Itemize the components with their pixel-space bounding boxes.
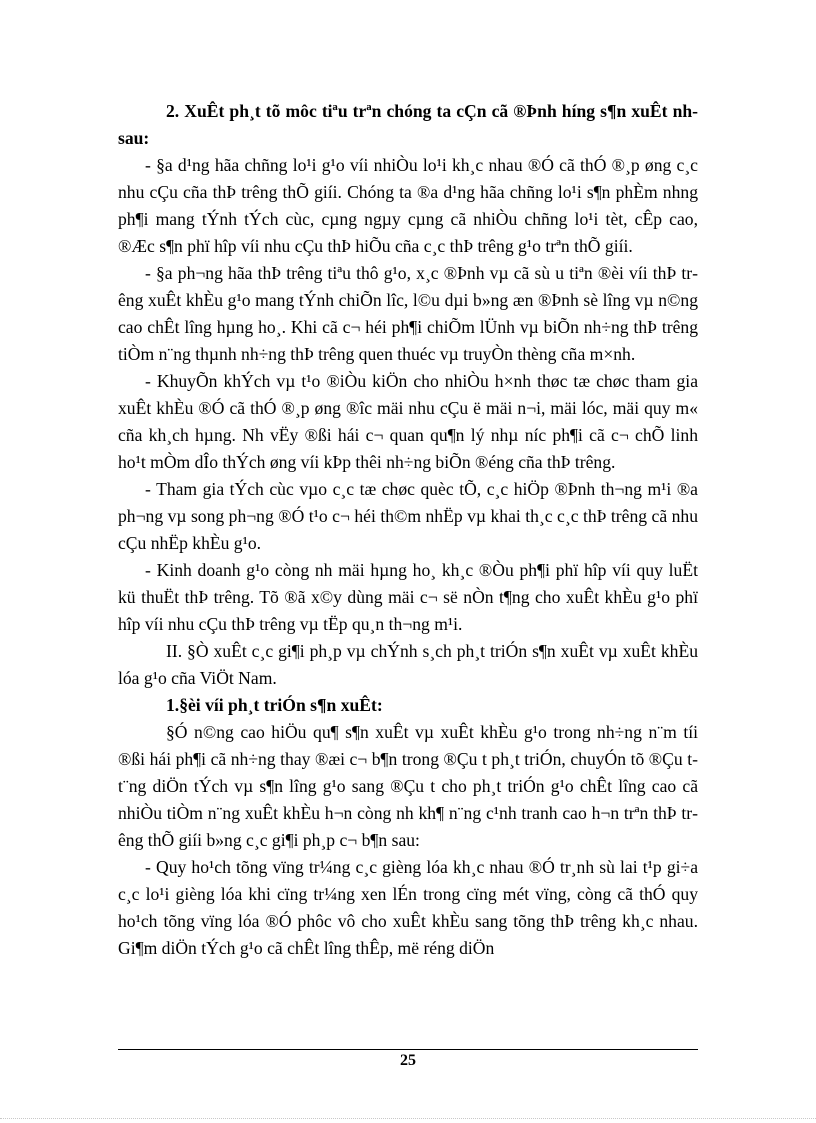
section-title: II. §Ò xuÊt c¸c gi¶i ph¸p vµ chÝnh s¸ch ph¸t triÓn s¶n xuÊt vµ xuÊt khÈu lóa g¹o cña ViÖt Nam. xyxy=(118,641,698,688)
page-number: 25 xyxy=(400,1052,416,1069)
paragraph: - §a ph¬ng hãa thÞ trêng tiªu thô g¹o, x¸c ®Þnh vµ cã sù u tiªn ®èi víi thÞ trêng xuÊt khÈu g¹o mang tÝnh chiÕn lîc, l©u dµi b»ng æn ®Þnh sè lîng vµ n©ng cao chÊt lîng hµng ho¸. Khi cã c¬ héi ph¶i chiÕm lÜnh vµ biÕn nh÷ng thÞ trêng tiÒm n¨ng thµnh nh÷ng thÞ trêng quen thuéc vµ truyÒn thèng cña m×nh. xyxy=(118,263,698,364)
intro-paragraph: §Ó n©ng cao hiÖu qu¶ s¶n xuÊt vµ xuÊt khÈu g¹o trong nh÷ng n¨m tíi ®ßi hái ph¶i cã nh÷ng thay ®æi c¬ b¶n trong ®Çu t ph¸t triÓn, chuyÓn tõ ®Çu t t¨ng diÖn tÝch vµ s¶n lîng g¹o sang ®Çu t cho ph¸t triÓn g¹o chÊt lîng cao cã nhiÒu tiÒm n¨ng xuÊt khÈu h¬n còng nh kh¶ n¨ng c¹nh tranh cao h¬n trªn thÞ trêng thÕ giíi b»ng c¸c gi¶i ph¸p c¬ b¶n sau: xyxy=(118,722,698,850)
paragraph: - Tham gia tÝch cùc vµo c¸c tæ chøc quèc tÕ, c¸c hiÖp ®Þnh th¬ng m¹i ®a ph¬ng vµ song ph¬ng ®Ó t¹o c¬ héi th©m nhËp vµ khai th¸c c¸c thÞ trêng cã nhu cÇu nhËp khÈu g¹o. xyxy=(118,479,698,553)
paragraph: - §a d¹ng hãa chñng lo¹i g¹o víi nhiÒu lo¹i kh¸c nhau ®Ó cã thÓ ®¸p øng c¸c nhu cÇu cña thÞ trêng thÕ giíi. Chóng ta ®a d¹ng hãa chñng lo¹i s¶n phÈm nhng ph¶i mang tÝnh tÝch cùc, cµng ngµy cµng cã nhiÒu chñng lo¹i tèt, cÊp cao, ®Æc s¶n phï hîp víi nhu cÇu thÞ hiÕu cña c¸c thÞ trêng g¹o trªn thÕ giíi. xyxy=(118,155,698,256)
paragraph: - KhuyÕn khÝch vµ t¹o ®iÒu kiÖn cho nhiÒu h×nh thøc tæ chøc tham gia xuÊt khÈu ®Ó cã thÓ ®¸p øng ®îc mäi nhu cÇu ë mäi n¬i, mäi lóc, mäi quy m« cña kh¸ch hµng. Nh vËy ®ßi hái c¬ quan qu¶n lý nhµ níc ph¶i cã c¬ chÕ linh ho¹t mÒm dÎo thÝch øng víi kÞp thêi nh÷ng biÕn ®éng cña thÞ trêng. xyxy=(118,371,698,472)
subheading: 1.§èi víi ph¸t triÓn s¶n xuÊt: xyxy=(166,695,383,715)
footer-rule xyxy=(118,1049,698,1050)
body-text xyxy=(118,98,698,962)
heading: 2. XuÊt ph¸t tõ môc tiªu trªn chóng ta cÇn cã ®Þnh híng s¶n xuÊt nh sau: xyxy=(118,101,698,148)
paragraph: - Kinh doanh g¹o còng nh mäi hµng ho¸ kh¸c ®Òu ph¶i phï hîp víi quy luËt kü thuËt thÞ trêng. Tõ ®ã x©y dùng mäi c¬ së nÒn t¶ng cho xuÊt khÈu g¹o phï hîp víi nhu cÇu thÞ trêng vµ tËp qu¸n th¬ng m¹i. xyxy=(118,560,698,634)
paragraph: - Quy ho¹ch tõng vïng tr¼ng c¸c gièng lóa kh¸c nhau ®Ó tr¸nh sù lai t¹p gi÷a c¸c lo¹i gièng lóa khi cïng tr¼ng xen lÉn trong cïng mét vïng, còng cã thÓ quy ho¹ch tõng vïng lóa ®Ó phôc vô cho xuÊt khÈu sang tõng thÞ trêng kh¸c nhau. Gi¶m diÖn tÝch g¹o cã chÊt lîng thÊp, më réng diÖn xyxy=(118,857,698,958)
page-edge-dots xyxy=(0,1118,816,1119)
